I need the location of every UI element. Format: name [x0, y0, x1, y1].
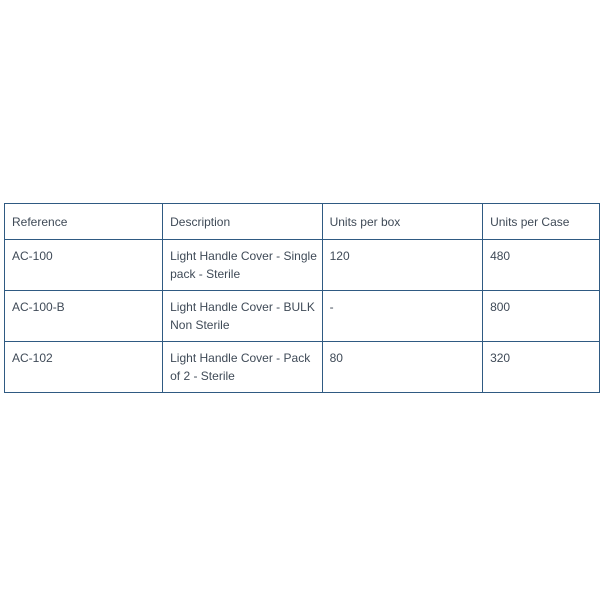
reference-text: AC-100 [12, 249, 53, 263]
reference-text: AC-102 [12, 351, 53, 365]
column-header-units-per-case: Units per Case [483, 204, 600, 240]
units-per-case-cell [483, 342, 600, 393]
description-text: Light Handle Cover - Pack of 2 - Sterile [170, 351, 311, 383]
table-row [5, 342, 600, 393]
units-per-case-text: 480 [490, 249, 511, 263]
reference-cell [5, 342, 163, 393]
description-cell [163, 342, 322, 393]
reference-cell [5, 291, 163, 342]
column-header-description: Description [163, 204, 322, 240]
units-per-box-cell [322, 291, 482, 342]
units-per-case-cell [483, 240, 600, 291]
column-header-reference: Reference [5, 204, 163, 240]
units-per-box-text: - [329, 300, 334, 314]
description-cell [163, 291, 322, 342]
table-row [5, 291, 600, 342]
description-text: Light Handle Cover - Single pack - Sterile [170, 249, 317, 281]
reference-cell [5, 240, 163, 291]
units-per-box-cell [322, 342, 482, 393]
units-per-box-text: 80 [329, 351, 343, 365]
table-row [5, 240, 600, 291]
description-text: Light Handle Cover - BULK Non Sterile [170, 300, 315, 332]
units-per-box-text: 120 [329, 249, 350, 263]
description-cell [163, 240, 322, 291]
reference-text: AC-100-B [12, 300, 65, 314]
units-per-case-text: 800 [490, 300, 511, 314]
product-table [4, 203, 600, 393]
table-header-row [5, 204, 600, 240]
units-per-case-text: 320 [490, 351, 511, 365]
units-per-box-cell [322, 240, 482, 291]
column-header-units-per-box: Units per box [322, 204, 482, 240]
units-per-case-cell [483, 291, 600, 342]
